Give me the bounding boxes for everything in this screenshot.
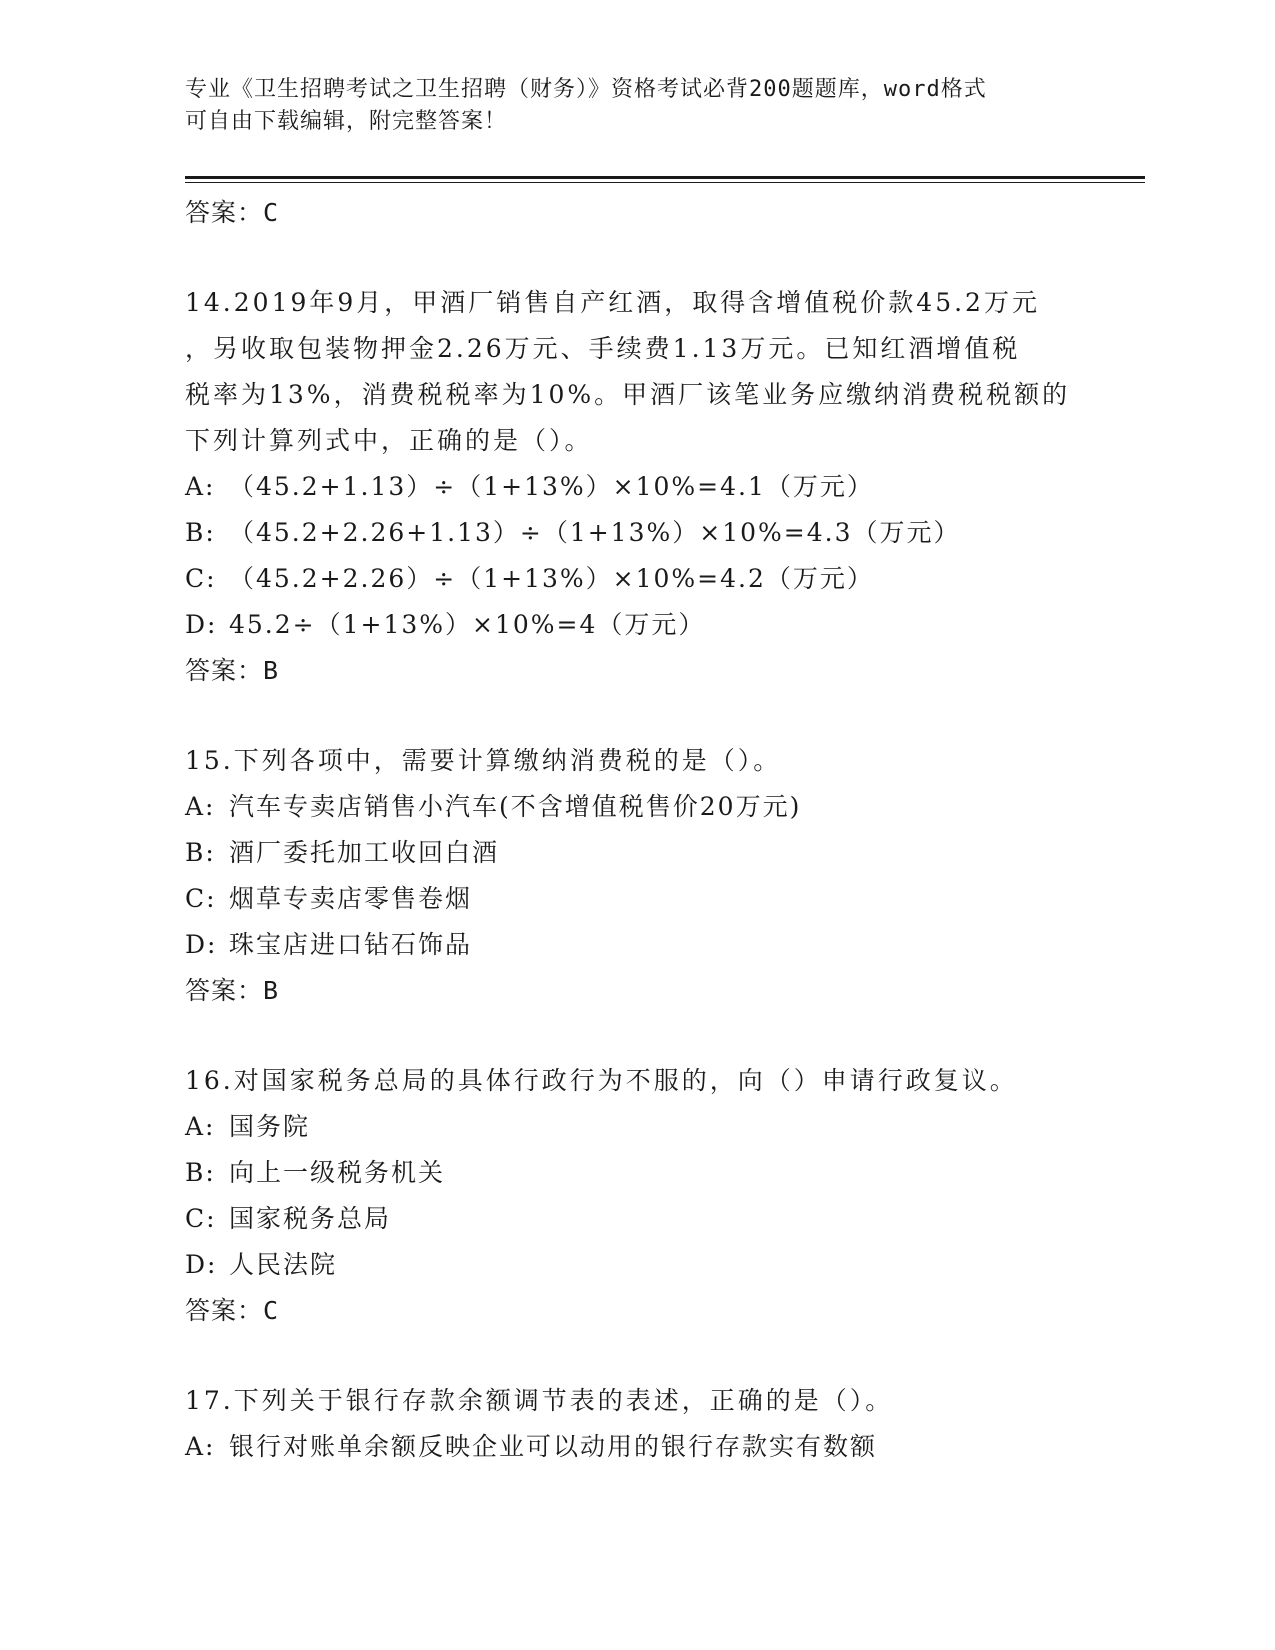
option-text: 向上一级税务机关 (229, 1158, 446, 1187)
answer-key: 答案：C (185, 1296, 280, 1325)
question-block (185, 280, 1085, 738)
question-stem-line: 16.对国家税务总局的具体行政行为不服的，向（）申请行政复议。 (185, 1066, 1018, 1095)
question-stem-line: ，另收取包装物押金2.26万元、手续费1.13万元。已知红酒增值税 (185, 334, 1021, 363)
answer-option (185, 1242, 1085, 1288)
previous-answer: 答案：C (185, 198, 280, 227)
header-line-2: 可自由下载编辑，附完整答案！ (185, 109, 508, 134)
answer-option (185, 1196, 1085, 1242)
option-letter: B: (185, 1158, 216, 1187)
option-text: 汽车专卖店销售小汽车(不含增值税售价20万元) (229, 792, 802, 821)
header-line-1: 专业《卫生招聘考试之卫生招聘（财务）》资格考试必背200题题库，word格式 (185, 77, 987, 102)
spacer (185, 1334, 1085, 1378)
option-text: 国家税务总局 (229, 1204, 392, 1233)
option-letter: A: (185, 1112, 216, 1141)
question-stem-line: 14.2019年9月，甲酒厂销售自产红酒，取得含增值税价款45.2万元 (185, 288, 1040, 317)
option-text: 银行对账单余额反映企业可以动用的银行存款实有数额 (229, 1432, 878, 1461)
answer-option (185, 1150, 1085, 1196)
answer-option (185, 876, 1085, 922)
option-text: （45.2+1.13）÷（1+13%）×10%=4.1（万元） (229, 472, 874, 501)
question-block (185, 1058, 1085, 1378)
option-text: （45.2+2.26）÷（1+13%）×10%=4.2（万元） (229, 564, 874, 593)
answer-key: 答案：B (185, 976, 280, 1005)
option-text: 烟草专卖店零售卷烟 (229, 884, 473, 913)
header-divider-thick (185, 176, 1145, 179)
option-letter: C: (185, 1204, 217, 1233)
answer-option (185, 1424, 1085, 1470)
questions-container (185, 280, 1085, 1470)
option-letter: B: (185, 518, 216, 547)
option-letter: A: (185, 1432, 216, 1461)
answer-option (185, 510, 1085, 556)
document-header (185, 74, 1085, 138)
option-text: 珠宝店进口钻石饰品 (229, 930, 473, 959)
answer-key: 答案：B (185, 656, 280, 685)
question-stem-line: 税率为13%，消费税税率为10%。甲酒厂该笔业务应缴纳消费税税额的 (185, 380, 1071, 409)
option-text: 国务院 (229, 1112, 311, 1141)
spacer (185, 1014, 1085, 1058)
option-letter: A: (185, 792, 216, 821)
answer-option (185, 1104, 1085, 1150)
answer-option (185, 784, 1085, 830)
header-divider-thin (185, 182, 1145, 183)
question-stem-line: 下列计算列式中，正确的是（）。 (185, 426, 593, 455)
option-text: （45.2+2.26+1.13）÷（1+13%）×10%=4.3（万元） (229, 518, 961, 547)
question-list (185, 190, 1085, 1470)
question-stem-line: 17.下列关于银行存款余额调节表的表述，正确的是（）。 (185, 1386, 894, 1415)
answer-option (185, 464, 1085, 510)
answer-option (185, 922, 1085, 968)
option-letter: C: (185, 884, 217, 913)
answer-option (185, 830, 1085, 876)
option-text: 人民法院 (229, 1250, 338, 1279)
answer-option (185, 602, 1085, 648)
option-letter: D: (185, 1250, 218, 1279)
spacer (185, 694, 1085, 738)
option-text: 45.2÷（1+13%）×10%=4（万元） (229, 610, 706, 639)
option-letter: D: (185, 930, 218, 959)
spacer (185, 236, 1085, 280)
option-letter: B: (185, 838, 216, 867)
answer-option (185, 556, 1085, 602)
option-letter: A: (185, 472, 216, 501)
question-block (185, 738, 1085, 1058)
question-block (185, 1378, 1085, 1470)
question-stem-line: 15.下列各项中，需要计算缴纳消费税的是（）。 (185, 746, 782, 775)
option-text: 酒厂委托加工收回白酒 (229, 838, 500, 867)
option-letter: D: (185, 610, 218, 639)
option-letter: C: (185, 564, 217, 593)
